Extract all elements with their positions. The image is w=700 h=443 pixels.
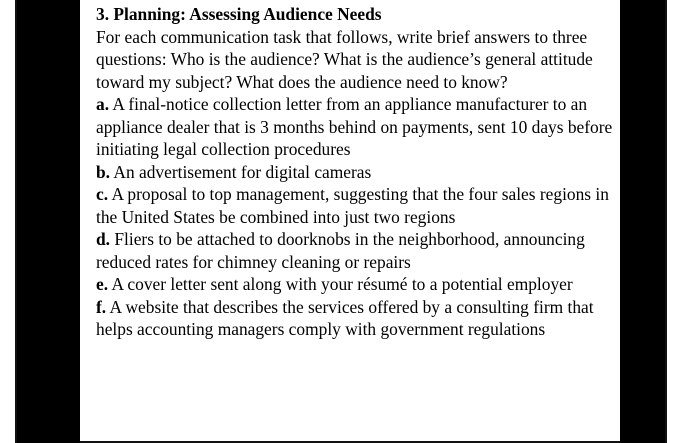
item-text: Fliers to be attached to doorknobs in the neighborhood, announcing reduced rates for chimney cleaning or repairs — [96, 229, 585, 272]
exercise-intro: For each communication task that follows, write brief answers to three questions: Who is the audience? What is the audience’s general attitude toward my subject? What does the audience need to know? — [96, 26, 593, 92]
exercise-item-d — [96, 228, 616, 273]
item-letter: b. — [96, 161, 111, 182]
item-text: A proposal to top management, suggesting that the four sales regions in the United States be combined into just two regions — [96, 184, 609, 227]
item-text: An advertisement for digital cameras — [110, 161, 372, 182]
item-text: A cover letter sent along with your résumé to a potential employer — [108, 274, 573, 294]
right-margin — [665, 0, 700, 443]
exercise-heading: 3. Planning: Assessing Audience Needs — [96, 4, 382, 24]
item-letter: a. — [96, 94, 110, 114]
exercise-content — [96, 3, 616, 341]
exercise-item-a — [96, 93, 616, 161]
document-page — [80, 0, 620, 443]
item-letter: c. — [96, 184, 109, 204]
exercise-item-f — [96, 296, 616, 341]
item-letter: f. — [96, 296, 107, 317]
item-text: A final-notice collection letter from an appliance manufacturer to an appliance dealer that is 3 months behind on payments, sent 10 days before initiating legal collection procedures — [96, 94, 613, 159]
item-letter: d. — [96, 229, 111, 249]
item-letter: e. — [96, 274, 109, 294]
exercise-item-b — [96, 161, 616, 184]
left-margin — [0, 0, 17, 443]
item-text: A website that describes the services offered by a consulting firm that helps accounting managers comply with government regulations — [96, 296, 594, 339]
exercise-item-e — [96, 273, 616, 296]
exercise-item-c — [96, 183, 616, 228]
